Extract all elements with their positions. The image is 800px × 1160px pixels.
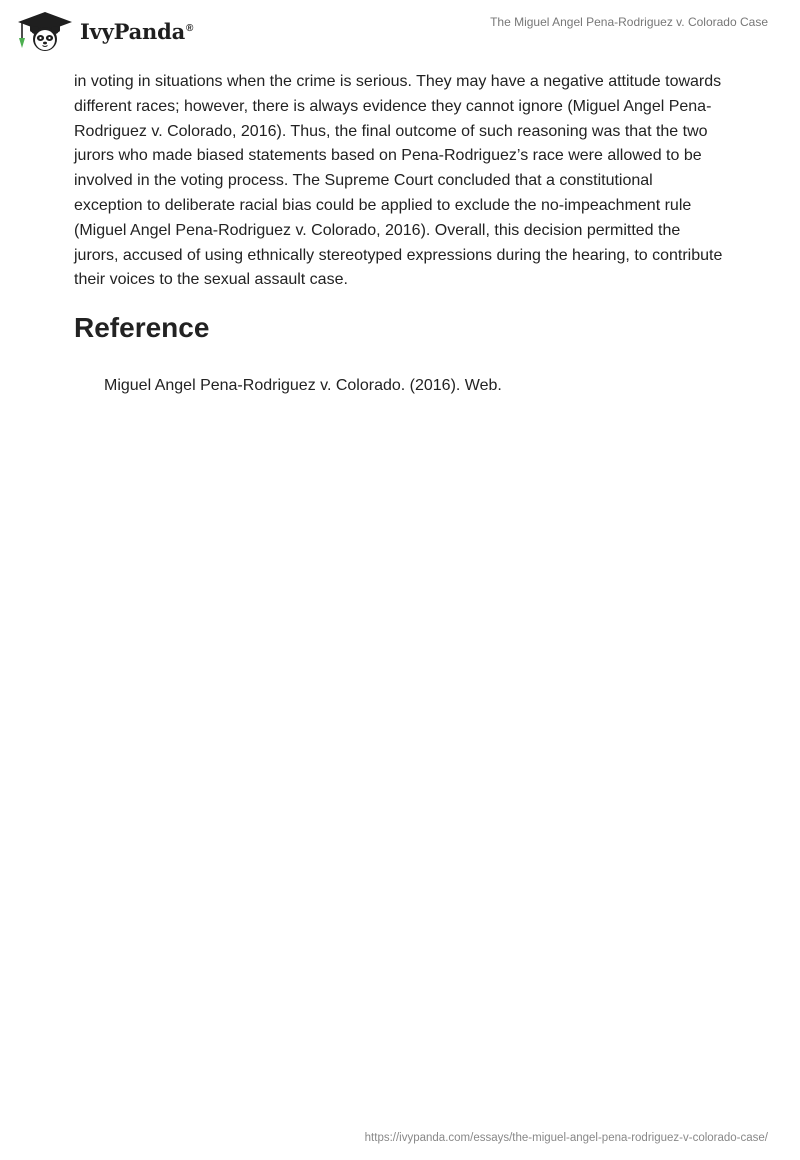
panda-graduation-cap-icon [14, 8, 76, 52]
running-title: The Miguel Angel Pena-Rodriguez v. Colorado Case [490, 15, 768, 29]
page-header [0, 0, 800, 70]
reference-heading: Reference [74, 312, 210, 343]
logo-wordmark [80, 19, 193, 44]
footer-url[interactable]: https://ivypanda.com/essays/the-miguel-angel-pena-rodriguez-v-colorado-case/ [364, 1132, 768, 1144]
reference-entry: Miguel Angel Pena-Rodriguez v. Colorado. (2016). Web. [104, 377, 502, 394]
registered-mark: ® [186, 22, 194, 34]
ivypanda-logo[interactable] [14, 8, 193, 52]
logo-name: IvyPanda [80, 18, 186, 44]
body-paragraph: in voting in situations when the crime is serious. They may have a negative attitude towards different races; however, there is always evidence they cannot ignore (Miguel Angel Pena-Rodriguez v. Colorado, 2016). Thus, the final outcome of such reasoning was that the two jurors who made biased statements based on Pena-Rodriguez’s race were allowed to be involved in the voting process. The Supreme Court concluded that a constitutional exception to deliberate racial bias could be applied to exclude the no-impeachment rule (Miguel Angel Pena-Rodriguez v. Colorado, 2016). Overall, this decision permitted the jurors, accused of using ethnically stereotyped expressions during the hearing, to contribute their voices to the sexual assault case. [74, 73, 723, 289]
